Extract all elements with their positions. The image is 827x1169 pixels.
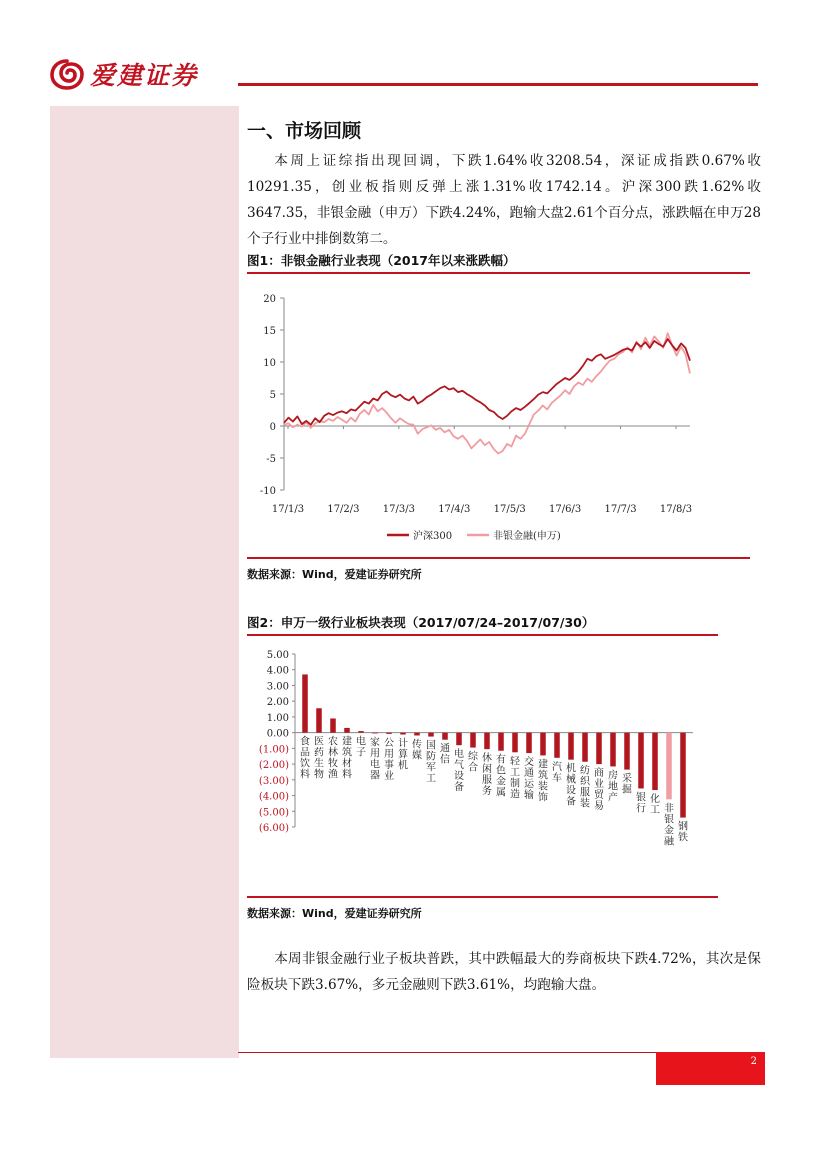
sub-sector-paragraph: 本周非银金融行业子板块普跌，其中跌幅最大的券商板块下跌4.72%，其次是保险板块下跌3.67%，多元金融则下跌3.61%，均跑输大盘。 bbox=[247, 951, 761, 993]
bar bbox=[666, 733, 672, 800]
figure1-bottom-rule bbox=[247, 557, 750, 559]
category-label: 休闲服务 bbox=[482, 753, 492, 798]
bar bbox=[330, 718, 336, 732]
figure2-bottom-rule bbox=[247, 896, 718, 898]
y-tick-label: 0 bbox=[269, 422, 276, 433]
category-label: 轻工制造 bbox=[510, 756, 520, 801]
category-label: 电子 bbox=[356, 736, 366, 759]
figure1-source: 数据来源：Wind，爱建证券研究所 bbox=[247, 568, 422, 581]
category-label: 汽车 bbox=[552, 761, 562, 784]
bar bbox=[554, 733, 560, 758]
legend-label: 非银金融(申万) bbox=[493, 531, 561, 542]
category-label: 国防军工 bbox=[426, 740, 436, 785]
y-tick-label: 3.00 bbox=[266, 681, 289, 693]
market-review-paragraph: 本周上证综指出现回调，下跌1.64%收3208.54，深证成指跌0.67%收10291.35，创业板指则反弹上涨1.31%收1742.14。沪深300跌1.62%收3647.35，非银金融（申万）下跌4.24%，跑输大盘2.61个百分点，涨跌幅在申万28个子行业中排倒数第二。 bbox=[247, 153, 761, 247]
bar bbox=[358, 731, 364, 733]
y-tick-label: 1.00 bbox=[266, 712, 289, 724]
y-tick-label: (5.00) bbox=[258, 807, 289, 819]
figure1-top-rule bbox=[247, 272, 750, 274]
category-label: 化工 bbox=[650, 794, 660, 817]
category-label: 纺织服装 bbox=[580, 765, 590, 810]
bar bbox=[638, 733, 644, 789]
category-label: 食品饮料 bbox=[300, 736, 310, 781]
y-tick-label: 10 bbox=[263, 358, 276, 369]
category-label: 公用事业 bbox=[384, 737, 394, 782]
category-label: 通信 bbox=[440, 743, 450, 766]
x-tick-label: 17/6/3 bbox=[549, 504, 582, 515]
category-label: 机械设备 bbox=[566, 763, 576, 808]
sidebar-band bbox=[50, 106, 239, 1058]
y-tick-label: 2.00 bbox=[266, 697, 289, 709]
bar bbox=[344, 728, 350, 733]
category-label: 家用电器 bbox=[370, 737, 380, 782]
category-label: 电气设备 bbox=[454, 749, 464, 794]
bar bbox=[610, 733, 616, 767]
series-line-1 bbox=[284, 333, 690, 453]
category-label: 计算机 bbox=[398, 738, 408, 772]
x-tick-label: 17/7/3 bbox=[604, 504, 637, 515]
legend-label: 沪深300 bbox=[413, 531, 453, 542]
category-label: 采掘 bbox=[622, 773, 632, 796]
line-chart bbox=[247, 280, 750, 555]
header-divider bbox=[238, 83, 758, 86]
bar bbox=[652, 733, 658, 790]
bar bbox=[386, 733, 392, 734]
category-label: 有色金属 bbox=[496, 754, 506, 799]
y-tick-label: 0.00 bbox=[266, 728, 289, 740]
y-tick-label: -5 bbox=[266, 454, 276, 465]
page-number-box bbox=[656, 1052, 765, 1085]
x-tick-label: 17/5/3 bbox=[493, 504, 526, 515]
x-tick-label: 17/3/3 bbox=[382, 504, 415, 515]
category-label: 建筑装饰 bbox=[538, 759, 548, 804]
figure2-title: 图2：申万一级行业板块表现（2017/07/24–2017/07/30） bbox=[247, 615, 595, 630]
category-label: 钢铁 bbox=[678, 821, 688, 844]
y-tick-label: (2.00) bbox=[258, 760, 289, 772]
category-label: 农林牧渔 bbox=[328, 736, 338, 781]
x-tick-label: 17/4/3 bbox=[438, 504, 471, 515]
y-tick-label: (1.00) bbox=[258, 744, 289, 756]
bar bbox=[540, 733, 546, 756]
figure2-top-rule bbox=[247, 634, 718, 636]
bar bbox=[302, 674, 308, 732]
bar bbox=[316, 708, 322, 732]
x-tick-label: 17/1/3 bbox=[271, 504, 305, 515]
category-label: 医药生物 bbox=[314, 736, 324, 781]
bar bbox=[372, 733, 378, 734]
y-tick-label: -10 bbox=[259, 486, 276, 497]
category-label: 非银金融 bbox=[664, 803, 674, 848]
bar bbox=[596, 733, 602, 764]
bar bbox=[498, 733, 504, 751]
figure1-title: 图1：非银金融行业表现（2017年以来涨跌幅） bbox=[247, 253, 516, 268]
category-label: 房地产 bbox=[608, 770, 618, 804]
y-tick-label: 5.00 bbox=[266, 650, 289, 661]
page-number: 2 bbox=[750, 1056, 757, 1067]
bar bbox=[400, 733, 406, 735]
figure2-source: 数据来源：Wind，爱建证券研究所 bbox=[247, 907, 422, 920]
section-title: 一、市场回顾 bbox=[247, 120, 362, 142]
x-tick-label: 17/8/3 bbox=[659, 504, 693, 515]
bar bbox=[512, 733, 518, 753]
bar bbox=[526, 733, 532, 753]
bar bbox=[456, 733, 462, 746]
y-tick-label: (3.00) bbox=[258, 775, 289, 787]
bar bbox=[470, 733, 476, 748]
y-tick-label: 5 bbox=[269, 390, 276, 401]
bar bbox=[624, 733, 630, 770]
y-tick-label: 4.00 bbox=[266, 665, 289, 677]
y-tick-label: 15 bbox=[263, 326, 276, 337]
category-label: 综合 bbox=[468, 751, 478, 774]
bar bbox=[568, 733, 574, 760]
series-line-0 bbox=[284, 339, 690, 425]
bar-chart bbox=[247, 642, 718, 894]
bar bbox=[428, 733, 434, 737]
category-label: 交通运输 bbox=[524, 757, 534, 802]
category-label: 商业贸易 bbox=[594, 768, 604, 813]
bar bbox=[414, 733, 420, 736]
brand-logo bbox=[50, 56, 240, 92]
spiral-logo-icon bbox=[50, 58, 84, 90]
category-label: 传媒 bbox=[412, 739, 422, 762]
bar bbox=[484, 733, 490, 750]
y-tick-label: (6.00) bbox=[258, 823, 289, 834]
x-tick-label: 17/2/3 bbox=[327, 504, 360, 515]
category-label: 银行 bbox=[636, 792, 646, 815]
y-tick-label: (4.00) bbox=[258, 791, 289, 803]
y-tick-label: 20 bbox=[263, 294, 276, 305]
bar bbox=[442, 733, 448, 740]
brand-name: 爱建证券 bbox=[90, 61, 199, 90]
bar bbox=[680, 733, 686, 818]
category-label: 建筑材料 bbox=[342, 736, 352, 781]
bar bbox=[582, 733, 588, 762]
